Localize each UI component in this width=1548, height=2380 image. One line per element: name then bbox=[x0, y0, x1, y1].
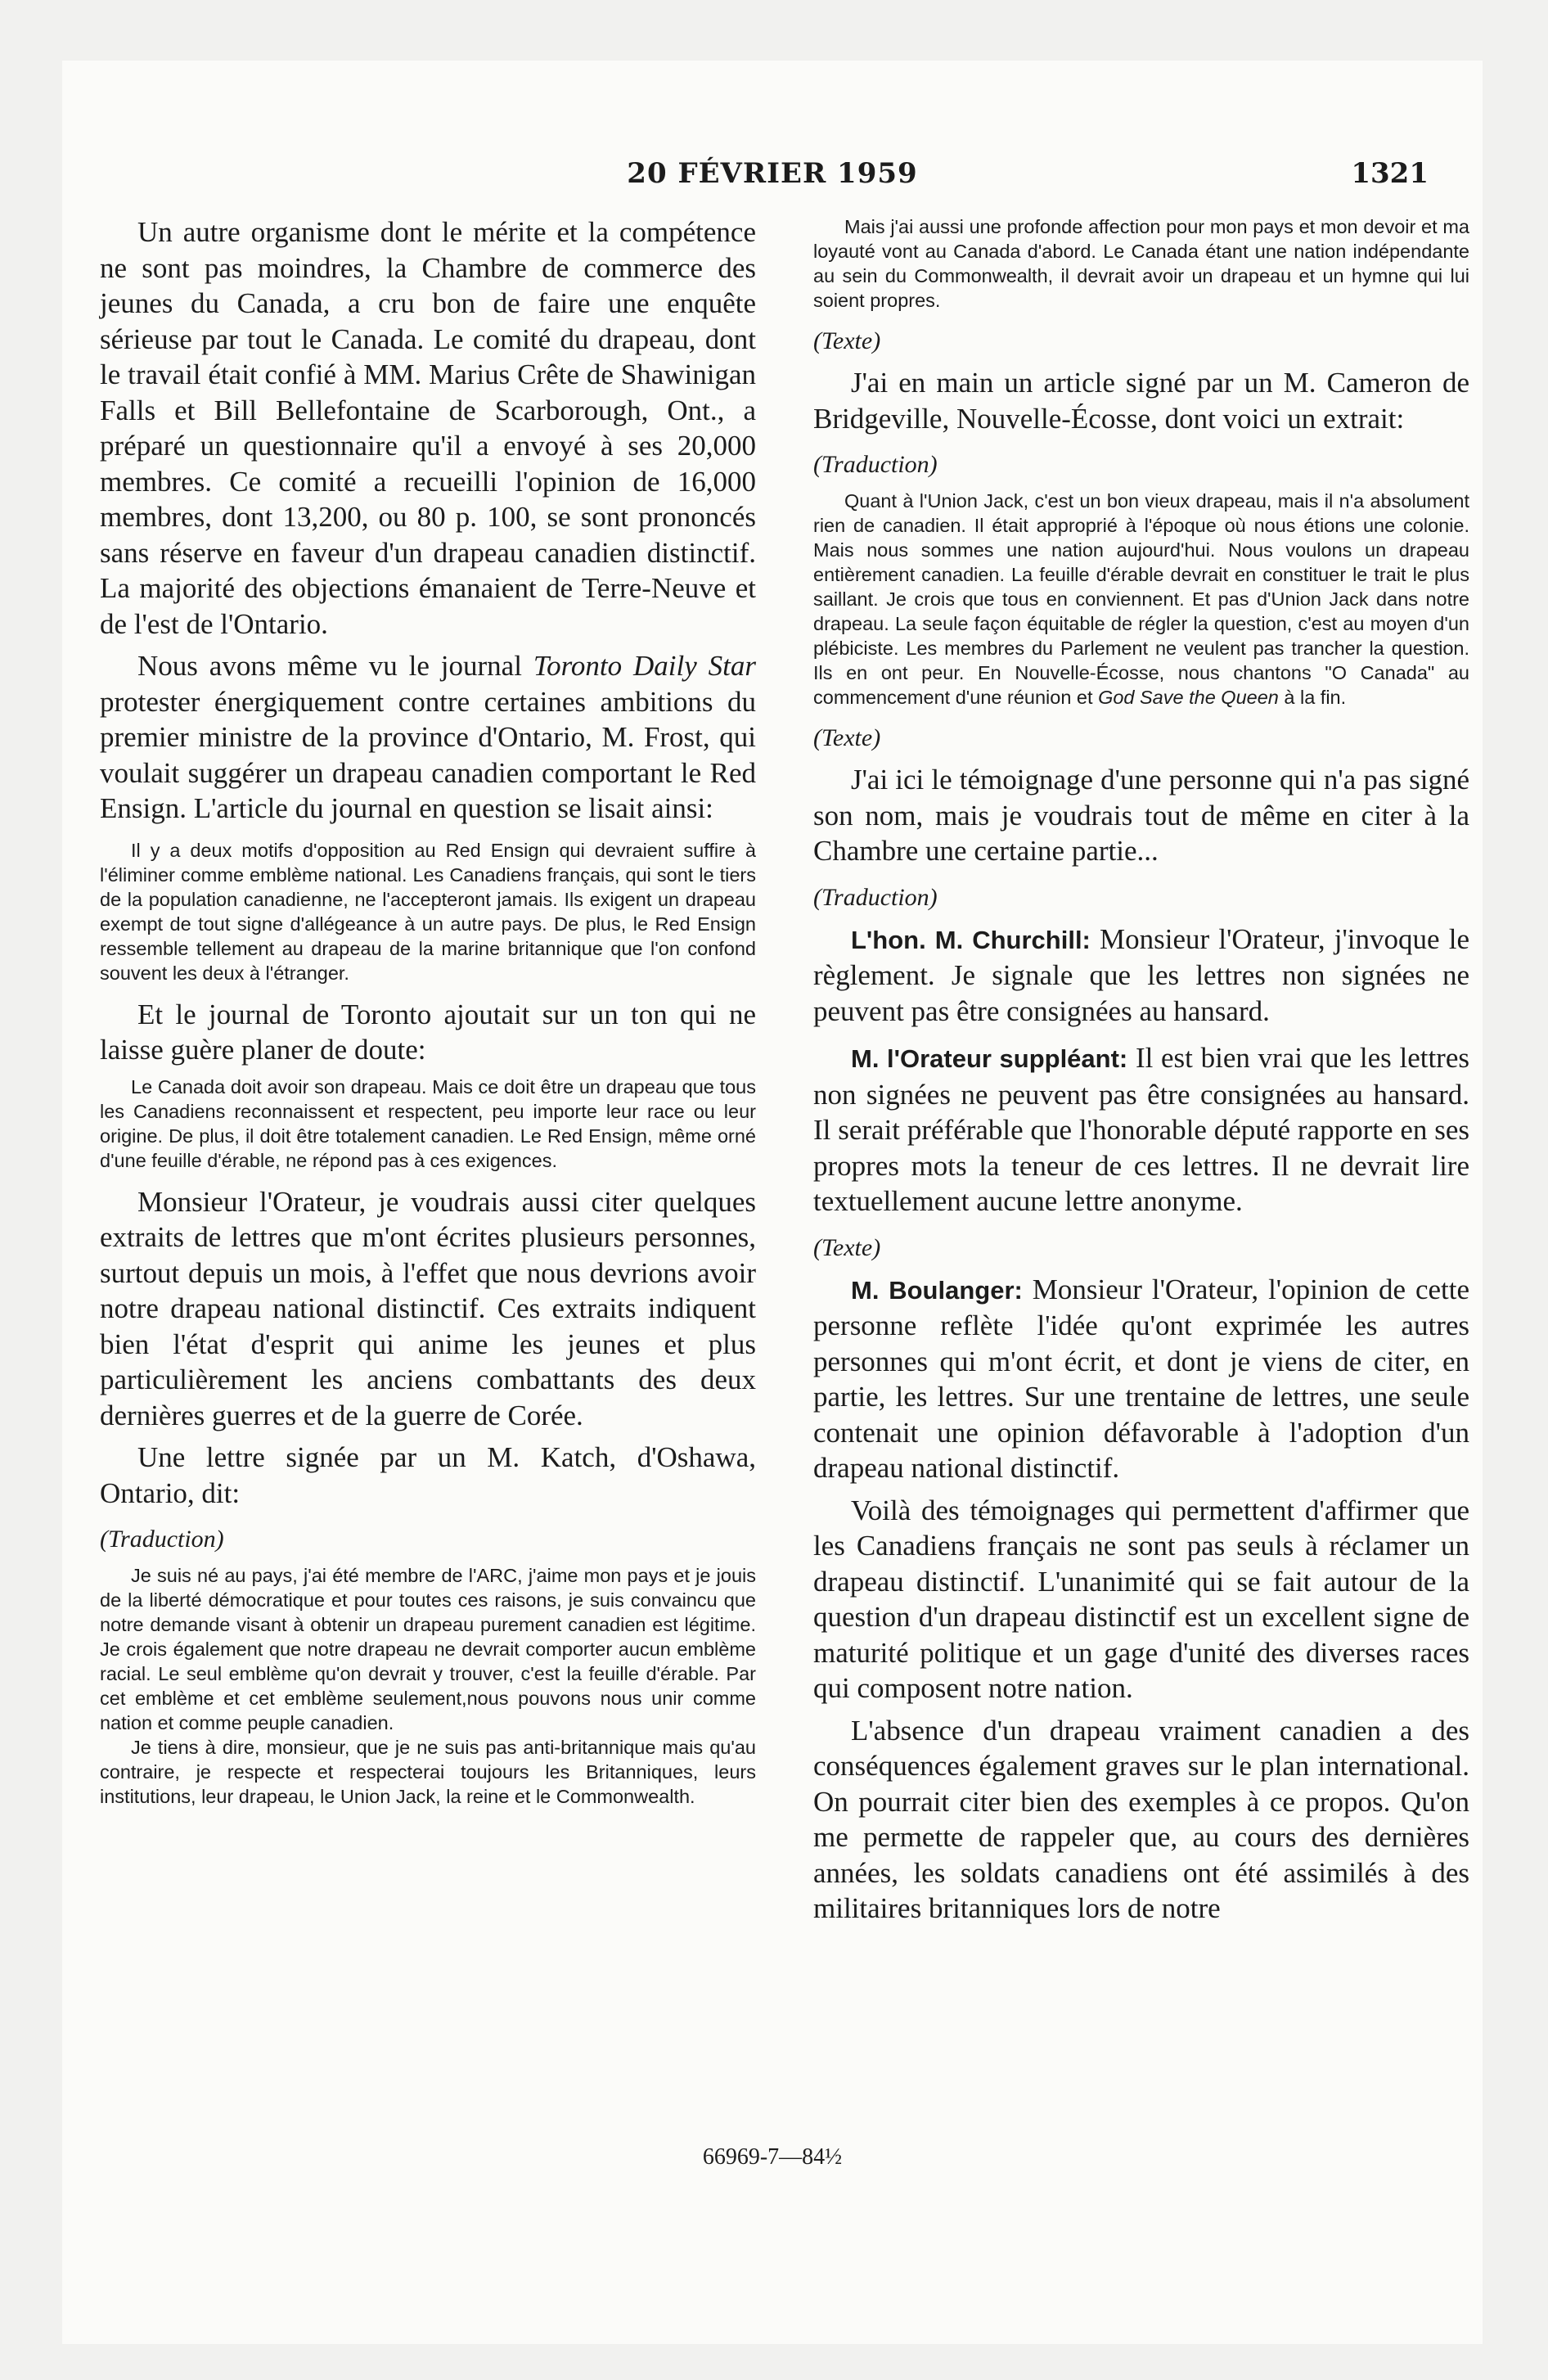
section-label: (Texte) bbox=[813, 327, 881, 354]
speaker-name: L'hon. M. Churchill: bbox=[851, 925, 1091, 954]
right-column bbox=[813, 214, 1469, 1927]
footer-code: 66969-7—84½ bbox=[702, 2144, 843, 2170]
song-title: God Save the Queen bbox=[1098, 687, 1279, 708]
section-label: (Texte) bbox=[813, 1233, 881, 1261]
speech bbox=[813, 1040, 1469, 1219]
quotation bbox=[813, 489, 1469, 710]
speech bbox=[813, 922, 1469, 1030]
quotation: Je suis né au pays, j'ai été membre de l'ARC, j'aime mon pays et je jouis de la liberté démocratique et pour toutes ces raisons, je suis convaincu que notre demande visant à obtenir un drapeau purement canadien est légitime. Je crois également que notre drapeau ne devrait comporter aucun emblème racial. Le seul emblème qu'on devrait y trouver, c'est la feuille d'érable. Par cet emblème et cet emblème seulement,nous pouvons nous unir comme nation et comme peuple canadien. bbox=[100, 1565, 756, 1733]
paragraph: Voilà des témoignages qui permettent d'affirmer que les Canadiens français ne sont pas seuls à réclamer un drapeau distinctif. L'unanimité qui se fait autour de la question d'un drapeau distinctif est un excellent signe de maturité politique et un gage d'unité des diverses races qui composent notre nation. bbox=[813, 1494, 1469, 1704]
paragraph: Et le journal de Toronto ajoutait sur un ton qui ne laisse guère planer de doute: bbox=[100, 998, 756, 1066]
speech bbox=[813, 1272, 1469, 1486]
paragraph-text: protester énergiquement contre certaines ambitions du premier ministre de la province d'Ontario, M. Frost, qui voulait suggérer un drapeau canadien comportant le Red Ensign. L'article du journal en question se lisait ainsi: bbox=[100, 685, 756, 824]
document-page bbox=[62, 61, 1483, 2344]
paragraph: J'ai ici le témoignage d'une personne qui n'a pas signé son nom, mais je voudrais tout de même en citer à la Chambre une certaine partie... bbox=[813, 764, 1469, 867]
speech-text: Monsieur l'Orateur, l'opinion de cette personne reflète l'idée qu'ont exprimée les autres personnes qui m'ont écrit, et dont je viens de citer, en partie, les lettres. Sur une trentaine de lettres, une seule contenait une opinion défavorable à l'adoption d'un drapeau national distinctif. bbox=[813, 1273, 1470, 1484]
speaker-name: M. l'Orateur suppléant: bbox=[851, 1044, 1128, 1073]
quotation-text: Quant à l'Union Jack, c'est un bon vieux drapeau, mais il n'a absolument rien de canadien. Il était approprié à l'époque où nous étions une colonie. Mais nous sommes une nation aujourd'hui. Nous voulons un drapeau entièrement canadien. La feuille d'érable devrait en constituer le trait le plus saillant. Je crois que tous en conviennent. Et pas d'Union Jack dans notre drapeau. La seule façon équitable de régler la question, c'est au moyen d'un plébiciste. Les membres du Parlement ne veulent pas trancher la question. Ils en ont peur. En Nouvelle-Écosse, nous chantons "O Canada" au commencement d'une réunion et bbox=[813, 490, 1469, 708]
quotation: Mais j'ai aussi une profonde affection pour mon pays et mon devoir et ma loyauté vont au Canada d'abord. Le Canada étant une nation indépendante au sein du Commonwealth, il devrait avoir un drapeau et un hymne qui lui soient propres. bbox=[813, 216, 1469, 311]
speech-text: Il est bien vrai que les lettres non signées ne peuvent pas être consignées au hansard. Il serait préférable que l'honorable député rapporte en ses propres mots la teneur de ces lettres. Il ne devrait lire textuellement aucune lettre anonyme. bbox=[813, 1042, 1469, 1217]
section-label: (Traduction) bbox=[100, 1526, 224, 1553]
paragraph: L'absence d'un drapeau vraiment canadien a des conséquences également graves sur le plan international. On pourrait citer bien des exemples à ce propos. Qu'on me permette de rappeler que, au cours des dernières années, les soldats canadiens ont été assimilés à des militaires britanniques lors de notre bbox=[813, 1714, 1469, 1924]
page-number: 1321 bbox=[1351, 157, 1429, 190]
left-column bbox=[100, 214, 756, 1809]
newspaper-name: Toronto Daily Star bbox=[533, 650, 756, 682]
paragraph: J'ai en main un article signé par un M. Cameron de Bridgeville, Nouvelle-Écosse, dont voici un extrait: bbox=[813, 367, 1469, 435]
paragraph: Un autre organisme dont le mérite et la compétence ne sont pas moindres, la Chambre de commerce des jeunes du Canada, a cru bon de faire une enquête sérieuse par tout le Canada. Le comité du drapeau, dont le travail était confié à MM. Marius Crête de Shawinigan Falls et Bill Bellefontaine de Scarborough, Ont., a préparé un questionnaire qu'il a envoyé à ses 20,000 membres. Ce comité a recueilli l'opinion de 16,000 membres, dont 13,200, ou 80 p. 100, se sont prononcés sans réserve en faveur d'un drapeau canadien distinctif. La majorité des objections émanaient de Terre-Neuve et de l'est de l'Ontario. bbox=[100, 216, 756, 640]
quotation-text: à la fin. bbox=[1278, 687, 1347, 708]
speech-text: Monsieur l'Orateur, j'invoque le règlement. Je signale que les lettres non signées ne peuvent pas être consignées au hansard. bbox=[813, 922, 1469, 1027]
section-label: (Traduction) bbox=[813, 451, 938, 478]
paragraph bbox=[100, 648, 756, 827]
paragraph: Une lettre signée par un M. Katch, d'Oshawa, Ontario, dit: bbox=[100, 1441, 756, 1509]
page-header bbox=[62, 157, 1483, 206]
quotation: Le Canada doit avoir son drapeau. Mais ce doit être un drapeau que tous les Canadiens reconnaissent et respectent, peu importe leur race ou leur origine. De plus, il doit être totalement canadien. Le Red Ensign, même orné d'une feuille d'érable, ne répond pas à ces exigences. bbox=[100, 1075, 756, 1171]
header-date: 20 FÉVRIER 1959 bbox=[627, 157, 918, 190]
quotation: Il y a deux motifs d'opposition au Red Ensign qui devraient suffire à l'éliminer comme emblème national. Les Canadiens français, qui sont le tiers de la population canadienne, ne l'accepteront jamais. Ils exigent un drapeau exempt de tout signe d'allégeance à un autre pays. De plus, le Red Ensign ressemble tellement au drapeau de la marine britannique que l'on confond souvent les deux à l'étranger. bbox=[100, 839, 756, 984]
speaker-name: M. Boulanger: bbox=[851, 1275, 1023, 1305]
section-label: (Texte) bbox=[813, 724, 881, 751]
paragraph: Monsieur l'Orateur, je voudrais aussi citer quelques extraits de lettres que m'ont écrites plusieurs personnes, surtout depuis un mois, à l'effet que nous devrions avoir notre drapeau national distinctif. Ces extraits indiquent bien l'état d'esprit qui anime les jeunes et plus particulièrement les anciens combattants des deux dernières guerres et de la guerre de Corée. bbox=[100, 1185, 756, 1431]
section-label: (Traduction) bbox=[813, 883, 938, 911]
quotation: Je tiens à dire, monsieur, que je ne suis pas anti-britannique mais qu'au contraire, je respecte et respecterai toujours les Britanniques, leurs institutions, leur drapeau, le Union Jack, la reine et le Commonwealth. bbox=[100, 1737, 756, 1807]
paragraph-text: Nous avons même vu le journal bbox=[137, 650, 533, 682]
